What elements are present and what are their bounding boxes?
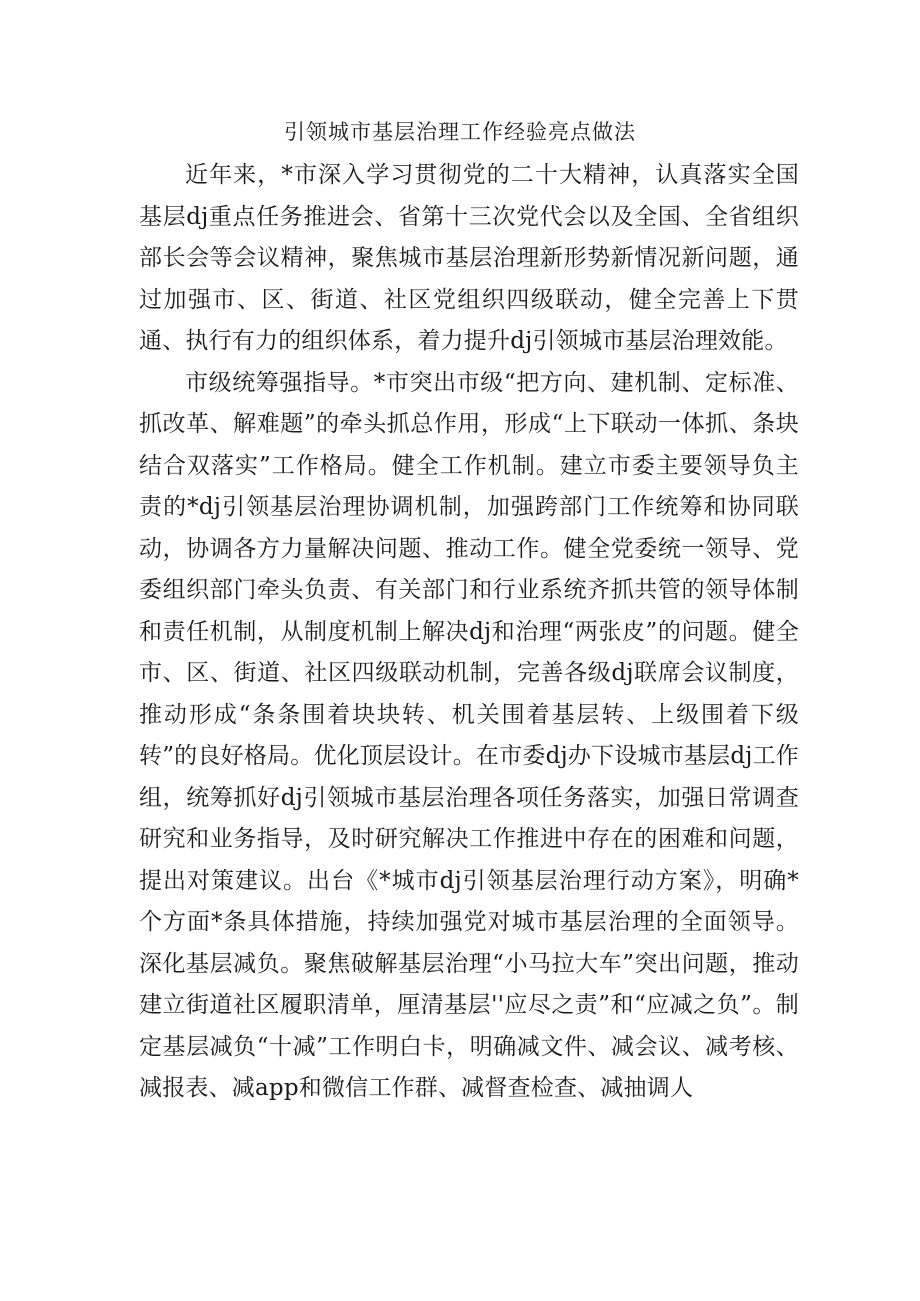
document-body — [139, 155, 799, 1110]
paragraph-city-coordination: 市级统筹强指导。*市突出市级“把方向、建机制、定标准、抓改革、解难题”的牵头抓总作用，形成“上下联动一体抓、条块结合双落实”工作格局。健全工作机制。建立市委主要领导负主责的*dj引领基层治理协调机制，加强跨部门工作统筹和协同联动，协调各方力量解决问题、推动工作。健全党委统一领导、党委组织部门牵头负责、有关部门和行业系统齐抓共管的领导体制和责任机制，从制度机制上解决dj和治理“两张皮”的问题。健全市、区、街道、社区四级联动机制，完善各级dj联席会议制度，推动形成“条条围着块块转、机关围着基层转、上级围着下级转”的良好格局。优化顶层设计。在市委dj办下设城市基层dj工作组，统筹抓好dj引领城市基层治理各项任务落实，加强日常调查研究和业务指导，及时研究解决工作推进中存在的困难和问题，提出对策建议。出台《*城市dj引领基层治理行动方案》，明确*个方面*条具体措施，持续加强党对城市基层治理的全面领导。深化基层减负。聚焦破解基层治理“小马拉大车”突出问题，推动建立街道社区履职清单，厘清基层''应尽之责”和“应减之负”。制定基层减负“十减”工作明白卡，明确减文件、减会议、减考核、减报表、减app和微信工作群、减督查检查、减抽调人 — [139, 369, 799, 1101]
document-title: 引领城市基层治理工作经验亮点做法 — [284, 120, 636, 144]
paragraph-intro: 近年来，*市深入学习贯彻党的二十大精神，认真落实全国基层dj重点任务推进会、省第十三次党代会以及全国、全省组织部长会等会议精神，聚焦城市基层治理新形势新情况新问题，通过加强市、区、街道、社区党组织四级联动，健全完善上下贯通、执行有力的组织体系，着力提升dj引领城市基层治理效能。 — [139, 162, 799, 354]
